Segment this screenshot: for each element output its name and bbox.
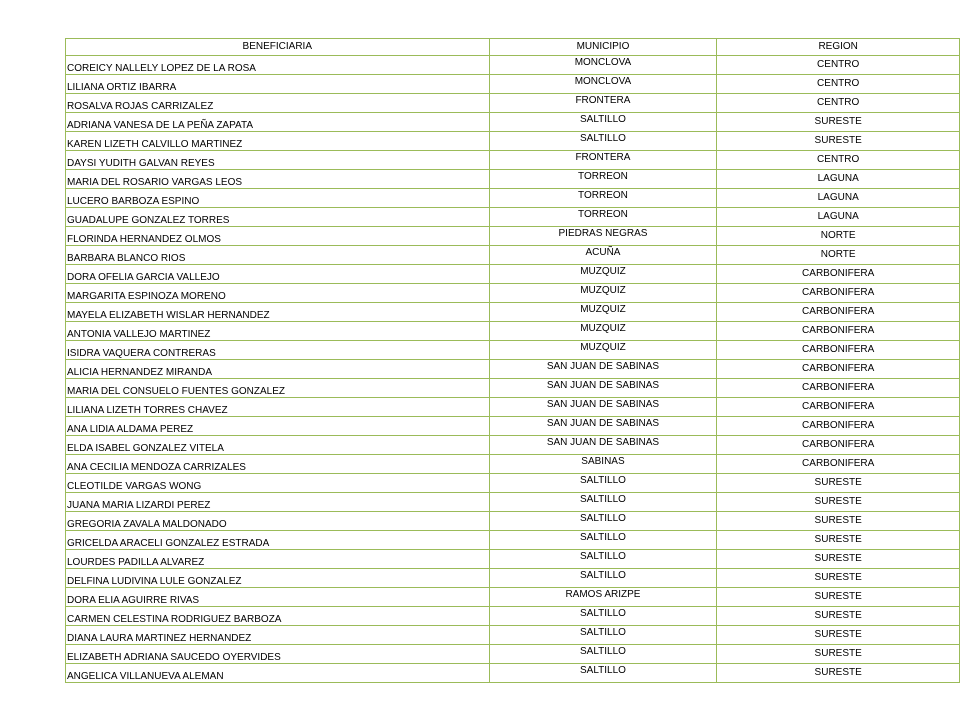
cell-beneficiaria[interactable]: DORA ELIA AGUIRRE RIVAS bbox=[66, 588, 490, 607]
cell-beneficiaria[interactable]: ISIDRA VAQUERA CONTRERAS bbox=[66, 341, 490, 360]
cell-region[interactable]: SURESTE bbox=[717, 664, 960, 683]
table-row bbox=[66, 94, 960, 113]
cell-beneficiaria[interactable]: ELIZABETH ADRIANA SAUCEDO OYERVIDES bbox=[66, 645, 490, 664]
table-row bbox=[66, 607, 960, 626]
cell-municipio[interactable]: SALTILLO bbox=[489, 645, 717, 664]
table-row bbox=[66, 341, 960, 360]
cell-beneficiaria[interactable]: LILIANA ORTIZ IBARRA bbox=[66, 75, 490, 94]
cell-municipio[interactable]: SALTILLO bbox=[489, 493, 717, 512]
table-row bbox=[66, 170, 960, 189]
table-row bbox=[66, 246, 960, 265]
table-row bbox=[66, 56, 960, 75]
cell-region[interactable]: NORTE bbox=[717, 246, 960, 265]
cell-region[interactable]: CENTRO bbox=[717, 94, 960, 113]
cell-region[interactable]: SURESTE bbox=[717, 474, 960, 493]
cell-region[interactable]: CARBONIFERA bbox=[717, 341, 960, 360]
cell-region[interactable]: SURESTE bbox=[717, 531, 960, 550]
cell-beneficiaria[interactable]: ELDA ISABEL GONZALEZ VITELA bbox=[66, 436, 490, 455]
cell-beneficiaria[interactable]: ANA CECILIA MENDOZA CARRIZALES bbox=[66, 455, 490, 474]
cell-beneficiaria[interactable]: DAYSI YUDITH GALVAN REYES bbox=[66, 151, 490, 170]
table-row bbox=[66, 132, 960, 151]
cell-beneficiaria[interactable]: ROSALVA ROJAS CARRIZALEZ bbox=[66, 94, 490, 113]
table-row bbox=[66, 265, 960, 284]
cell-region[interactable]: CARBONIFERA bbox=[717, 284, 960, 303]
cell-beneficiaria[interactable]: CLEOTILDE VARGAS WONG bbox=[66, 474, 490, 493]
cell-municipio[interactable]: SALTILLO bbox=[489, 607, 717, 626]
cell-municipio[interactable]: RAMOS ARIZPE bbox=[489, 588, 717, 607]
cell-region[interactable]: CARBONIFERA bbox=[717, 360, 960, 379]
cell-region[interactable]: CARBONIFERA bbox=[717, 322, 960, 341]
cell-municipio[interactable]: ACUÑA bbox=[489, 246, 717, 265]
cell-municipio[interactable]: MONCLOVA bbox=[489, 75, 717, 94]
table-row bbox=[66, 474, 960, 493]
table-row bbox=[66, 227, 960, 246]
cell-beneficiaria[interactable]: LILIANA LIZETH TORRES CHAVEZ bbox=[66, 398, 490, 417]
header-municipio[interactable]: MUNICIPIO bbox=[489, 39, 717, 56]
cell-region[interactable]: SURESTE bbox=[717, 512, 960, 531]
cell-beneficiaria[interactable]: ADRIANA VANESA DE LA PEÑA ZAPATA bbox=[66, 113, 490, 132]
cell-municipio[interactable]: SALTILLO bbox=[489, 569, 717, 588]
cell-municipio[interactable]: SAN JUAN DE SABINAS bbox=[489, 398, 717, 417]
cell-beneficiaria[interactable]: ANGELICA VILLANUEVA ALEMAN bbox=[66, 664, 490, 683]
table-row bbox=[66, 360, 960, 379]
table-row bbox=[66, 531, 960, 550]
cell-region[interactable]: CARBONIFERA bbox=[717, 379, 960, 398]
cell-region[interactable]: CENTRO bbox=[717, 75, 960, 94]
table-row bbox=[66, 436, 960, 455]
cell-region[interactable]: SURESTE bbox=[717, 626, 960, 645]
cell-municipio[interactable]: SALTILLO bbox=[489, 531, 717, 550]
cell-beneficiaria[interactable]: KAREN LIZETH CALVILLO MARTINEZ bbox=[66, 132, 490, 151]
cell-municipio[interactable]: SALTILLO bbox=[489, 132, 717, 151]
cell-beneficiaria[interactable]: DIANA LAURA MARTINEZ HERNANDEZ bbox=[66, 626, 490, 645]
cell-municipio[interactable]: SABINAS bbox=[489, 455, 717, 474]
cell-beneficiaria[interactable]: MAYELA ELIZABETH WISLAR HERNANDEZ bbox=[66, 303, 490, 322]
cell-municipio[interactable]: SALTILLO bbox=[489, 626, 717, 645]
cell-beneficiaria[interactable]: COREICY NALLELY LOPEZ DE LA ROSA bbox=[66, 56, 490, 75]
cell-beneficiaria[interactable]: BARBARA BLANCO RIOS bbox=[66, 246, 490, 265]
cell-municipio[interactable]: PIEDRAS NEGRAS bbox=[489, 227, 717, 246]
cell-municipio[interactable]: MUZQUIZ bbox=[489, 265, 717, 284]
cell-beneficiaria[interactable]: GRICELDA ARACELI GONZALEZ ESTRADA bbox=[66, 531, 490, 550]
cell-region[interactable]: CARBONIFERA bbox=[717, 417, 960, 436]
table-body bbox=[66, 56, 960, 683]
cell-region[interactable]: SURESTE bbox=[717, 645, 960, 664]
cell-region[interactable]: CARBONIFERA bbox=[717, 436, 960, 455]
cell-municipio[interactable]: MONCLOVA bbox=[489, 56, 717, 75]
beneficiaries-table bbox=[65, 38, 960, 683]
cell-beneficiaria[interactable]: JUANA MARIA LIZARDI PEREZ bbox=[66, 493, 490, 512]
cell-municipio[interactable]: FRONTERA bbox=[489, 94, 717, 113]
table-row bbox=[66, 417, 960, 436]
cell-municipio[interactable]: MUZQUIZ bbox=[489, 284, 717, 303]
cell-municipio[interactable]: SAN JUAN DE SABINAS bbox=[489, 436, 717, 455]
cell-beneficiaria[interactable]: MARIA DEL CONSUELO FUENTES GONZALEZ bbox=[66, 379, 490, 398]
table-row bbox=[66, 550, 960, 569]
cell-region[interactable]: CARBONIFERA bbox=[717, 398, 960, 417]
cell-region[interactable]: LAGUNA bbox=[717, 170, 960, 189]
cell-region[interactable]: CENTRO bbox=[717, 56, 960, 75]
table-row bbox=[66, 303, 960, 322]
cell-beneficiaria[interactable]: MARIA DEL ROSARIO VARGAS LEOS bbox=[66, 170, 490, 189]
cell-municipio[interactable]: SALTILLO bbox=[489, 474, 717, 493]
cell-municipio[interactable]: FRONTERA bbox=[489, 151, 717, 170]
cell-municipio[interactable]: SAN JUAN DE SABINAS bbox=[489, 417, 717, 436]
cell-beneficiaria[interactable]: DORA OFELIA GARCIA VALLEJO bbox=[66, 265, 490, 284]
cell-municipio[interactable]: SALTILLO bbox=[489, 664, 717, 683]
cell-municipio[interactable]: MUZQUIZ bbox=[489, 303, 717, 322]
cell-region[interactable]: LAGUNA bbox=[717, 208, 960, 227]
cell-region[interactable]: LAGUNA bbox=[717, 189, 960, 208]
cell-beneficiaria[interactable]: LOURDES PADILLA ALVAREZ bbox=[66, 550, 490, 569]
cell-beneficiaria[interactable]: ALICIA HERNANDEZ MIRANDA bbox=[66, 360, 490, 379]
cell-municipio[interactable]: TORREON bbox=[489, 208, 717, 227]
cell-region[interactable]: SURESTE bbox=[717, 550, 960, 569]
cell-municipio[interactable]: TORREON bbox=[489, 189, 717, 208]
cell-region[interactable]: SURESTE bbox=[717, 607, 960, 626]
table-row bbox=[66, 626, 960, 645]
cell-beneficiaria[interactable]: CARMEN CELESTINA RODRIGUEZ BARBOZA bbox=[66, 607, 490, 626]
cell-region[interactable]: NORTE bbox=[717, 227, 960, 246]
cell-beneficiaria[interactable]: ANA LIDIA ALDAMA PEREZ bbox=[66, 417, 490, 436]
cell-municipio[interactable]: TORREON bbox=[489, 170, 717, 189]
cell-municipio[interactable]: SAN JUAN DE SABINAS bbox=[489, 360, 717, 379]
cell-beneficiaria[interactable]: ANTONIA VALLEJO MARTINEZ bbox=[66, 322, 490, 341]
table-row bbox=[66, 151, 960, 170]
table-row bbox=[66, 113, 960, 132]
cell-region[interactable]: SURESTE bbox=[717, 493, 960, 512]
table-row bbox=[66, 569, 960, 588]
header-row bbox=[66, 39, 960, 56]
cell-beneficiaria[interactable]: FLORINDA HERNANDEZ OLMOS bbox=[66, 227, 490, 246]
table-row bbox=[66, 75, 960, 94]
spreadsheet bbox=[65, 38, 960, 683]
cell-beneficiaria[interactable]: MARGARITA ESPINOZA MORENO bbox=[66, 284, 490, 303]
table-row bbox=[66, 379, 960, 398]
cell-beneficiaria[interactable]: LUCERO BARBOZA ESPINO bbox=[66, 189, 490, 208]
table-row bbox=[66, 189, 960, 208]
table-row bbox=[66, 588, 960, 607]
cell-beneficiaria[interactable]: DELFINA LUDIVINA LULE GONZALEZ bbox=[66, 569, 490, 588]
table-row bbox=[66, 455, 960, 474]
header-region[interactable]: REGION bbox=[717, 39, 960, 56]
cell-beneficiaria[interactable]: GUADALUPE GONZALEZ TORRES bbox=[66, 208, 490, 227]
table-row bbox=[66, 645, 960, 664]
cell-region[interactable]: SURESTE bbox=[717, 132, 960, 151]
cell-municipio[interactable]: SAN JUAN DE SABINAS bbox=[489, 379, 717, 398]
cell-region[interactable]: CENTRO bbox=[717, 151, 960, 170]
cell-region[interactable]: SURESTE bbox=[717, 588, 960, 607]
cell-region[interactable]: SURESTE bbox=[717, 569, 960, 588]
table-row bbox=[66, 284, 960, 303]
cell-region[interactable]: SURESTE bbox=[717, 113, 960, 132]
cell-municipio[interactable]: SALTILLO bbox=[489, 512, 717, 531]
cell-region[interactable]: CARBONIFERA bbox=[717, 455, 960, 474]
cell-municipio[interactable]: SALTILLO bbox=[489, 550, 717, 569]
cell-municipio[interactable]: MUZQUIZ bbox=[489, 322, 717, 341]
table-row bbox=[66, 398, 960, 417]
table-row bbox=[66, 664, 960, 683]
table-row bbox=[66, 493, 960, 512]
cell-beneficiaria[interactable]: GREGORIA ZAVALA MALDONADO bbox=[66, 512, 490, 531]
cell-region[interactable]: CARBONIFERA bbox=[717, 303, 960, 322]
cell-region[interactable]: CARBONIFERA bbox=[717, 265, 960, 284]
cell-municipio[interactable]: SALTILLO bbox=[489, 113, 717, 132]
table-row bbox=[66, 512, 960, 531]
table-row bbox=[66, 208, 960, 227]
cell-municipio[interactable]: MUZQUIZ bbox=[489, 341, 717, 360]
header-beneficiaria[interactable]: BENEFICIARIA bbox=[66, 39, 490, 56]
table-row bbox=[66, 322, 960, 341]
